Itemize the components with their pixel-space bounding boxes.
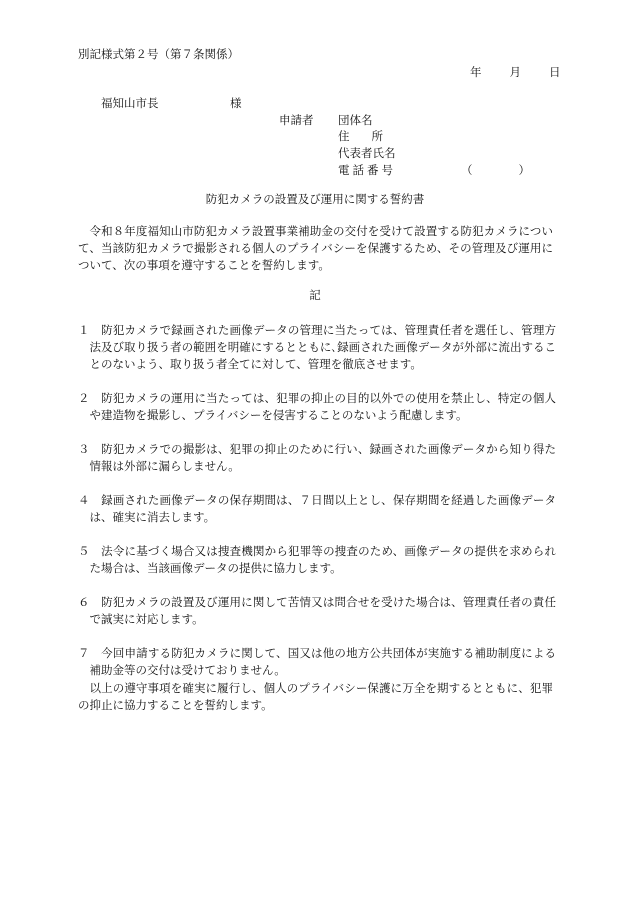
- item-number: ３: [78, 442, 90, 456]
- item-text: 今回申請する防犯カメラに関して、国又は他の地方公共団体が実施する補助制度による補助金等の交付は受けておりません。: [89, 646, 556, 677]
- document-title: 防犯カメラの設置及び運用に関する誓約書: [205, 192, 425, 206]
- pledge-items-list: [78, 322, 556, 696]
- addressee-name: 福知山市長: [101, 96, 159, 110]
- pledge-item: [78, 441, 556, 475]
- representative-field-label: 代表者氏名: [338, 146, 396, 160]
- date-line: [470, 67, 561, 79]
- item-text: 防犯カメラで録画された画像データの管理に当たっては、管理責任者を選任し、管理方法及び取り扱う者の範囲を明確にするとともに､録画された画像データが外部に流出することのないよう、取り扱う者全てに対して、管理を徹底させます。: [89, 323, 556, 371]
- closing-paragraph: 以上の遵守事項を確実に履行し、個人のプライバシー保護に万全を期するとともに、犯罪の抑止に協力することを誓約します。: [78, 681, 553, 712]
- address-field-label: 住所: [338, 129, 405, 143]
- item-text: 防犯カメラの運用に当たっては、犯罪の抑止の目的以外での使用を禁止し、特定の個人や建造物を撮影し、プライバシーを侵害することのないよう配慮します。: [89, 391, 556, 422]
- item-number: ５: [78, 544, 90, 558]
- ki-heading: 記: [309, 288, 321, 302]
- pledge-item: [78, 390, 556, 424]
- pledge-item: [78, 322, 556, 373]
- intro-paragraph: 令和８年度福知山市防犯カメラ設置事業補助金の交付を受けて設置する防犯カメラについて、当該防犯カメラで撮影される個人のプライバシーを保護するため、その管理及び運用について、次の事項を遵守することを誓約します。: [78, 224, 553, 272]
- item-number: １: [78, 323, 90, 337]
- pledge-item: [78, 594, 556, 628]
- form-number: 別記様式第２号（第７条関係）: [78, 47, 239, 61]
- item-text: 法令に基づく場合又は捜査機関から犯罪等の捜査のため、画像データの提供を求められた場合は、当該画像データの提供に協力します。: [89, 544, 556, 575]
- organization-field-label: 団体名: [338, 113, 373, 127]
- item-text: 録画された画像データの保存期間は、７日間以上とし、保存期間を経過した画像データは、確実に消去します。: [89, 493, 556, 524]
- item-text: 防犯カメラでの撮影は、犯罪の抑止のために行い、録画された画像データから知り得た情報は外部に漏らしません。: [89, 442, 556, 473]
- date-month-label: 月: [509, 65, 521, 79]
- date-day-label: 日: [549, 65, 561, 79]
- item-number: ７: [78, 646, 90, 660]
- item-text: 防犯カメラの設置及び運用に関して苦情又は問合せを受けた場合は、管理責任者の責任で誠実に対応します。: [89, 595, 556, 626]
- pledge-item: [78, 492, 556, 526]
- item-number: ６: [78, 595, 90, 609]
- pledge-item: [78, 645, 556, 679]
- pledge-item: [78, 543, 556, 577]
- addressee-honorific: 様: [230, 96, 242, 110]
- item-number: ４: [78, 493, 90, 507]
- date-year-label: 年: [470, 65, 482, 79]
- item-number: ２: [78, 391, 90, 405]
- phone-field-label: 電話番号: [338, 163, 396, 177]
- phone-parentheses: （ ）: [461, 163, 530, 177]
- applicant-label: 申請者: [279, 113, 314, 127]
